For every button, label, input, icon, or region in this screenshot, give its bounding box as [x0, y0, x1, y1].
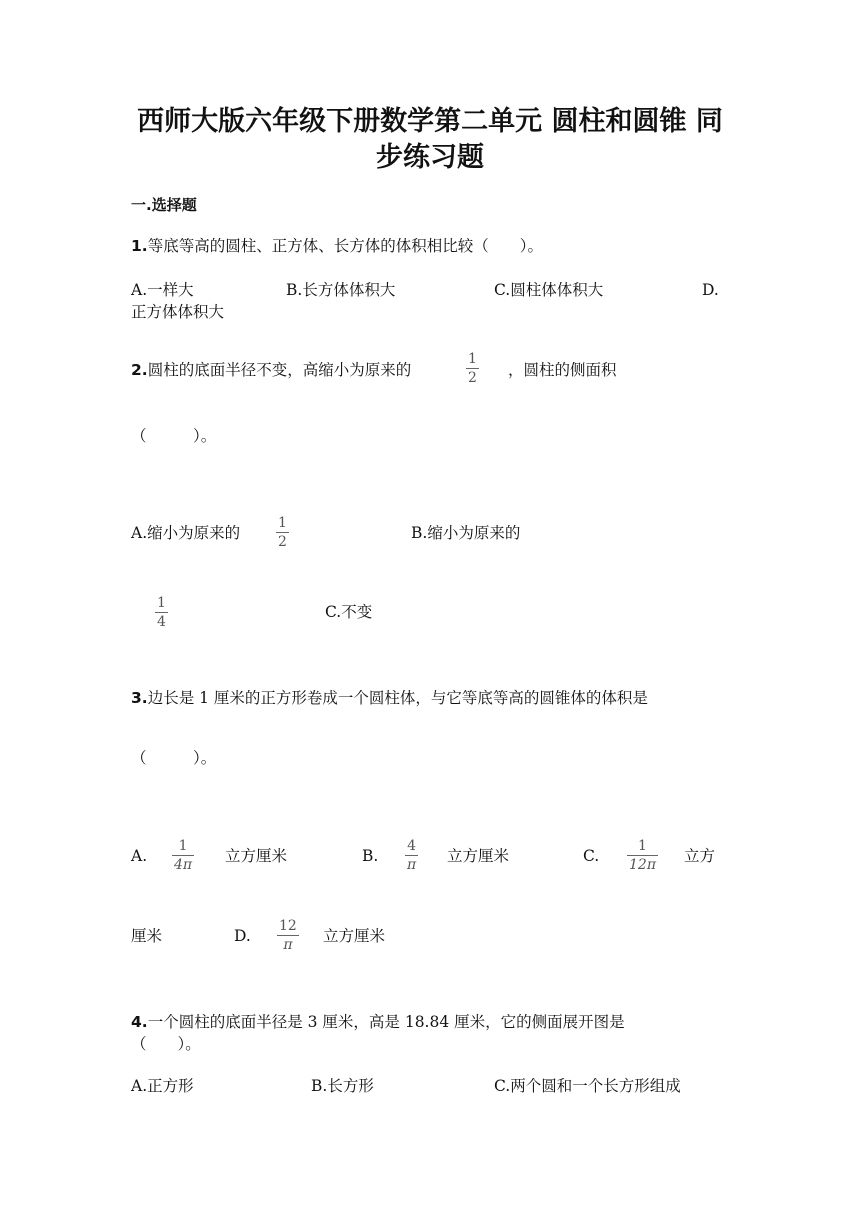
- fraction-bar: [276, 532, 289, 533]
- fraction-bar: [627, 855, 658, 856]
- q3-option-b-numerator: 4: [407, 838, 417, 854]
- question-4-text: 一个圆柱的底面半径是 3 厘米，高是 18.84 厘米，它的侧面展开图是: [147, 1013, 625, 1031]
- question-2-number: 2.: [131, 361, 148, 379]
- q3-option-b-label: B.: [362, 847, 379, 865]
- question-2-text-before: 圆柱的底面半径不变，高缩小为原来的: [147, 361, 412, 379]
- fraction-bar: [405, 855, 418, 856]
- q2-option-a: A.缩小为原来的: [131, 524, 241, 542]
- q2-option-b-denominator: 4: [157, 614, 166, 630]
- question-4-number: 4.: [131, 1013, 148, 1031]
- question-2: [131, 360, 411, 380]
- document-title-line2: 步练习题: [376, 142, 484, 173]
- q3-option-d-denominator: π: [283, 937, 293, 953]
- section-heading: 一.选择题: [131, 196, 197, 214]
- q3-option-a-unit: 立方厘米: [225, 847, 288, 865]
- question-3: [131, 688, 648, 708]
- q3-option-a-fraction: [172, 838, 194, 873]
- question-1-number: 1.: [131, 237, 148, 255]
- q3-option-d-numerator: 12: [279, 918, 297, 934]
- q2-option-b-fraction: [155, 595, 168, 630]
- q1-option-d-text: 正方体体积大: [131, 303, 225, 321]
- q2-fraction: [466, 351, 479, 386]
- q3-option-a-numerator: 1: [178, 838, 188, 854]
- q3-option-b-fraction: [405, 838, 418, 873]
- q1-option-a: A.一样大: [131, 281, 194, 299]
- q3-option-c-fraction: [627, 838, 658, 873]
- q3-option-c-label: C.: [583, 847, 600, 865]
- question-4-blank: （ ）。: [131, 1035, 201, 1053]
- fraction-bar: [172, 855, 194, 856]
- q1-option-b: B.长方体体积大: [286, 281, 396, 299]
- q3-option-a-label: A.: [131, 847, 148, 865]
- q3-option-a-denominator: 4π: [174, 857, 193, 873]
- question-3-number: 3.: [131, 689, 148, 707]
- q2-option-c: C.不变: [325, 603, 373, 621]
- q3-option-d-unit: 立方厘米: [323, 927, 386, 945]
- q3-option-c-unit-part2: 厘米: [131, 927, 163, 945]
- question-3-blank: （ ）。: [131, 749, 217, 767]
- q3-option-d-fraction: [277, 918, 299, 953]
- q2-fraction-denominator: 2: [468, 370, 477, 386]
- fraction-bar: [155, 612, 168, 613]
- q2-option-a-fraction: [276, 515, 289, 550]
- q4-option-a: A.正方形: [131, 1077, 194, 1095]
- q2-option-a-denominator: 2: [278, 534, 287, 550]
- question-1: [131, 236, 543, 256]
- fraction-bar: [277, 935, 299, 936]
- question-1-text: 等底等高的圆柱、正方体、长方体的体积相比较（ ）。: [147, 237, 543, 255]
- question-4: [131, 1012, 625, 1032]
- q3-option-d-label: D.: [234, 927, 251, 945]
- q3-option-b-denominator: π: [407, 857, 417, 873]
- q4-option-c: C.两个圆和一个长方形组成: [494, 1077, 681, 1095]
- q2-option-a-numerator: 1: [278, 515, 287, 531]
- q3-option-c-unit-part1: 立方: [684, 847, 716, 865]
- q1-option-c: C.圆柱体体积大: [494, 281, 604, 299]
- document-title-line1: 西师大版六年级下册数学第二单元 圆柱和圆锥 同: [137, 106, 723, 137]
- q3-option-c-denominator: 12π: [629, 857, 657, 873]
- q1-option-d-label: D.: [702, 281, 719, 299]
- q2-option-b-numerator: 1: [157, 595, 166, 611]
- fraction-bar: [466, 368, 479, 369]
- question-2-blank: （ ）。: [131, 427, 217, 445]
- q4-option-b: B.长方形: [311, 1077, 374, 1095]
- question-3-text: 边长是 1 厘米的正方形卷成一个圆柱体，与它等底等高的圆锥体的体积是: [147, 689, 648, 707]
- q2-fraction-numerator: 1: [468, 351, 477, 367]
- q2-option-b: B.缩小为原来的: [411, 524, 521, 542]
- question-2-text-after: ，圆柱的侧面积: [508, 361, 617, 379]
- q3-option-b-unit: 立方厘米: [447, 847, 510, 865]
- q3-option-c-numerator: 1: [638, 838, 647, 854]
